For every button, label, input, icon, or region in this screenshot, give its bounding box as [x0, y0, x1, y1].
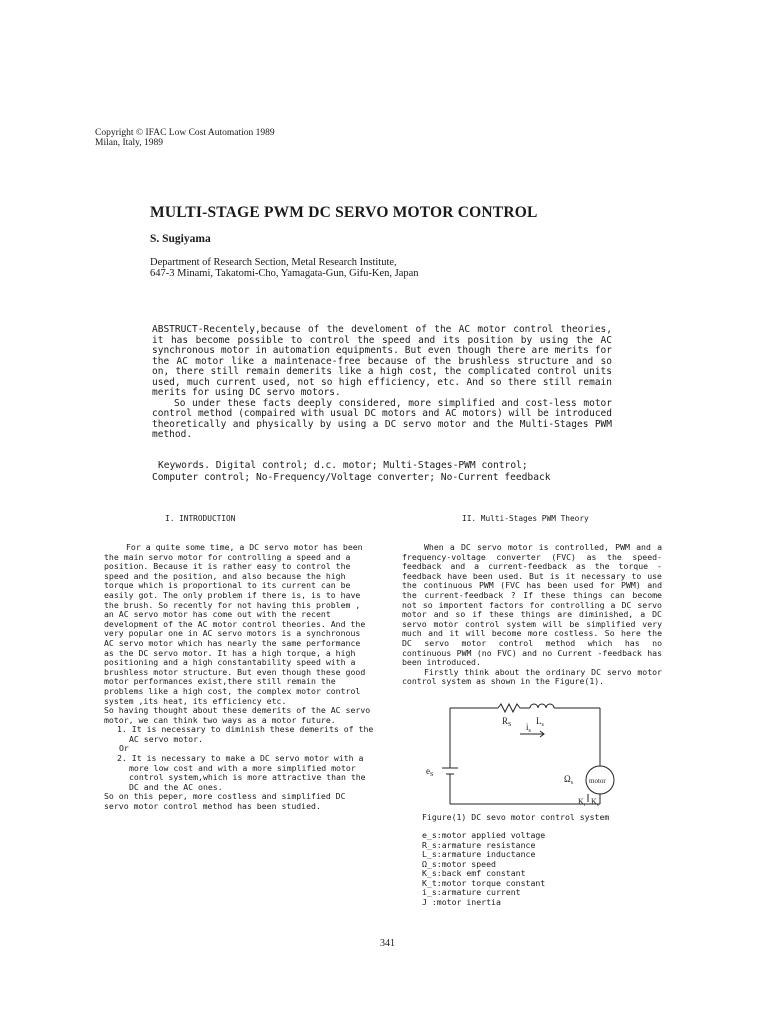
circuit-diagram [420, 700, 640, 810]
body-paragraph: So having thought about these demerits of the AC servo motor, we can think two ways as a motor future. [104, 705, 371, 725]
section-heading-introduction: I. INTRODUCTION [165, 514, 236, 523]
legend-item: L_s:armature inductance [422, 849, 536, 859]
location-line: Milan, Italy, 1989 [95, 138, 163, 148]
legend-item: K_t:motor torque constant [422, 877, 546, 888]
label-rs: $R_S$ [502, 716, 512, 728]
figure-caption: Figure(1) DC sevo motor control system [422, 812, 610, 822]
label-omega: $\Omega_s$ [564, 774, 574, 786]
keywords-line: Keywords. Digital control; d.c. motor; Multi-Stages-PWM control; [158, 460, 528, 471]
legend-item: J :motor inertia [422, 896, 501, 907]
body-paragraph: So on this peper, more costless and simplified DC servo motor control method has been studied. [104, 791, 346, 812]
left-column [104, 543, 374, 812]
label-es: $e_S$ [426, 766, 434, 778]
body-paragraph: For a quite some time, a DC servo motor has been the main servo motor for controlling a speed and a position. Because it is rather easy to control the speed and the position, and also because the high torque which is proportional to its current can be easily got. The only problem if there is, is to have the brush. So recently for not having this problem , an AC servo motor has come out with the recent development of the AC motor control theories. And the very popular one in AC servo motors is a synchronous AC servo motor which has nearly the same performance as the DC servo motor. It has a high torque, a high positioning and a high constantability speed with a brushless motor structure. But even though these good motor performances exist,there still remain the problems like a high cost, the complex motor control system ,its heat, its efficiency etc. [104, 542, 366, 706]
copyright-block [95, 128, 275, 148]
copyright-line: Copyright © IFAC Low Cost Automation 1989 [95, 128, 275, 138]
list-connector: Or [119, 743, 129, 754]
label-ls: $L_s$ [536, 716, 544, 728]
list-item: 1. It is necessary to diminish these demerits of the AC servo motor. [117, 724, 374, 744]
legend-item: Ω_s:motor speed [422, 858, 496, 869]
affiliation [150, 257, 419, 279]
abstract [152, 325, 612, 441]
label-is: $i_s$ [526, 722, 531, 734]
right-column [402, 543, 662, 687]
list-item: 2. It is necessary to make a DC servo motor with a more low cost and with a more simplified motor control system,which is more attractive than the DC and the AC ones. [117, 753, 366, 792]
legend-item: e_s:motor applied voltage [422, 830, 546, 840]
section-heading-theory: II. Multi-Stages PWM Theory [462, 514, 589, 523]
keywords-line: Computer control; No-Frequency/Voltage converter; No-Current feedback [152, 471, 551, 483]
legend-item: i_s:armature current [422, 887, 521, 897]
label-ks: $K_s$ [591, 797, 599, 808]
page-number: 341 [380, 938, 395, 949]
keywords [152, 460, 612, 483]
symbol-legend [422, 831, 545, 907]
affiliation-line: 647-3 Minami, Takatomi-Cho, Yamagata-Gun, Gifu-Ken, Japan [150, 268, 419, 279]
inductor-symbol [530, 704, 554, 708]
abstract-paragraph: So under these facts deeply considered, more simplified and cost-less motor control method (compaired with usual DC motors and AC motors) will be introduced theoretically and physically by using a DC servo motor and the Multi-Stages PWM method. [152, 397, 612, 440]
legend-item: K_s:back emf constant [422, 868, 526, 878]
motor-label: motor [589, 777, 606, 785]
body-paragraph: When a DC servo motor is controlled, PWM and a frequency-voltage converter (FVC) as the speed-feedback and a current-feedback as the torque -feedback have been used. But is it necessary to use the continuous PWM (FVC has been used for PWM) and the current-feedback ? If these things can become not so importent factors for controlling a DC servo motor and so if these things are diminished, a DC servo motor control system will be simplified very much and it will become more costless. So here the DC servo motor control method which has no continuous PWM (no FVC) and no Current -feedback has been introduced. [402, 542, 662, 668]
body-paragraph: Firstly think about the ordinary DC servo motor control system as shown in the Figure(1). [402, 666, 662, 687]
label-kt: $K_t$ [578, 797, 586, 808]
resistor-symbol [498, 704, 520, 712]
affiliation-line: Department of Research Section, Metal Research Institute, [150, 257, 397, 268]
paper-author: S. Sugiyama [150, 233, 211, 245]
legend-item: R_s:armature resistance [422, 839, 536, 850]
abstract-paragraph: ABSTRUCT-Recentely,because of the develoment of the AC motor control theories, it has become possible to control the speed and its position by using the AC synchronous motor in automation equipments. But even though there are merits for the AC motor like a maintenace-free because of the brushless structure and so on, there still remain demerits like a high cost, the complicated control units used, much current used, not so high efficiency, etc. And so there still remain merits for using DC servo motors. [152, 324, 612, 398]
paper-title: MULTI-STAGE PWM DC SERVO MOTOR CONTROL [150, 204, 538, 221]
